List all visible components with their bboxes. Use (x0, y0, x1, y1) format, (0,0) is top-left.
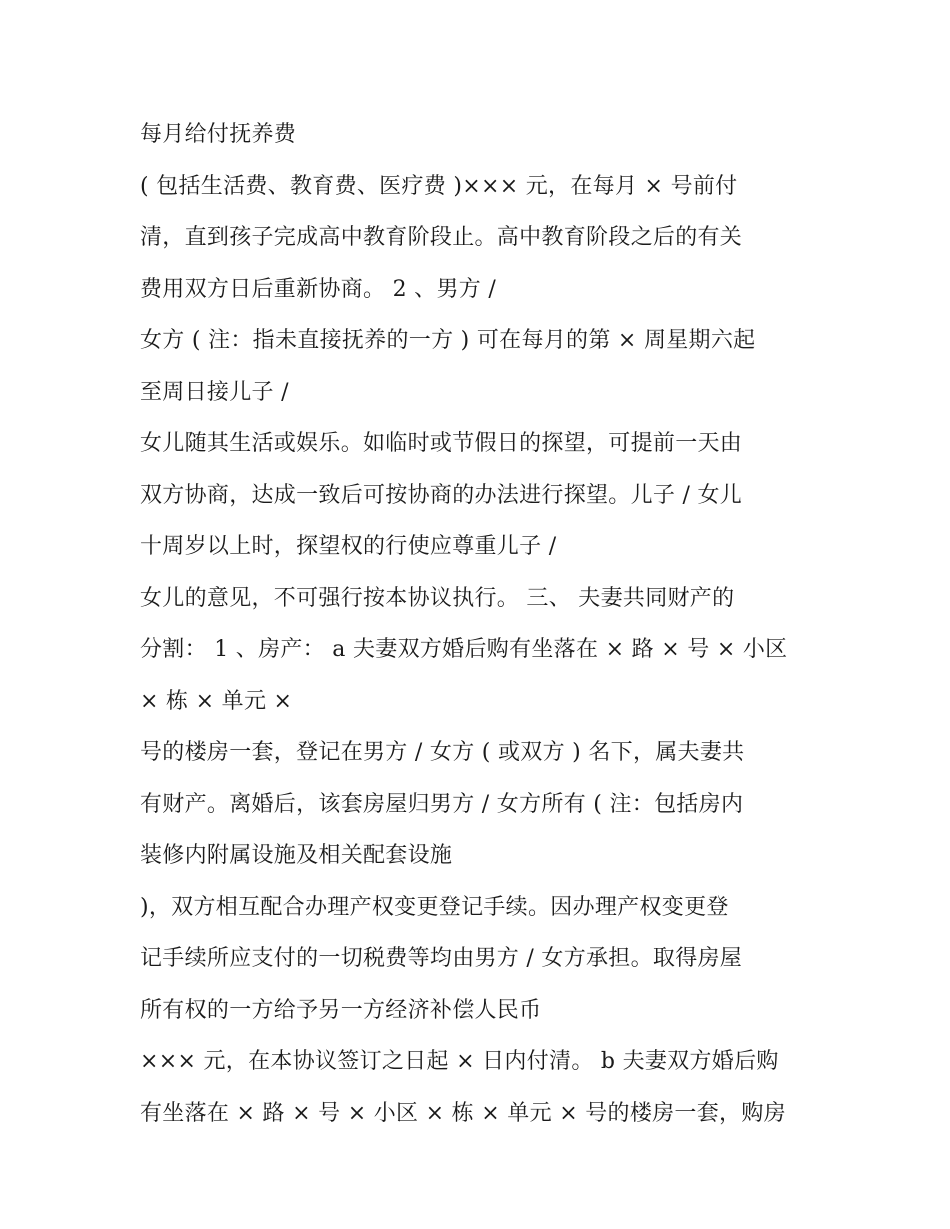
text-line: 所有权的一方给予另一方经济补偿人民币 (140, 997, 542, 1023)
text-line: 有财产。离婚后，该套房屋归男方 / 女方所有 ( 注：包括房内 (140, 791, 744, 817)
text-line: ( 包括生活费、教育费、医疗费 )××× 元，在每月 × 号前付 (140, 173, 738, 199)
text-line: 装修内附属设施及相关配套设施 (140, 843, 453, 868)
text-line: 女儿随其生活或娱乐。如临时或节假日的探望，可提前一天由 (140, 431, 743, 456)
text-line: 每月给付抚养费 (140, 122, 297, 147)
text-line: × 栋 × 单元 × (140, 688, 293, 714)
text-line: 至周日接儿子 / (140, 379, 289, 405)
text-line: 记手续所应支付的一切税费等均由男方 / 女方承担。取得房屋 (140, 946, 743, 971)
text-line: 有坐落在 × 路 × 号 × 小区 × 栋 × 单元 × 号的楼房一套，购房 (140, 1100, 786, 1126)
document-body (140, 109, 820, 1139)
text-line: ××× 元，在本协议签订之日起 × 日内付清。 b 夫妻双方婚后购 (140, 1049, 779, 1074)
text-line: 十周岁以上时，探望权的行使应尊重儿子 / (140, 534, 557, 559)
text-line: 清，直到孩子完成高中教育阶段止。高中教育阶段之后的有关 (140, 225, 743, 250)
text-line: 号的楼房一套，登记在男方 / 女方 ( 或双方 ) 名下，属夫妻共 (140, 740, 745, 765)
text-line: 女方 ( 注：指未直接抚养的一方 ) 可在每月的第 × 周星期六起 (140, 328, 756, 353)
text-line: 女儿的意见，不可强行按本协议执行。 三、 夫妻共同财产的 (140, 585, 735, 611)
text-line: 分割： 1 、房产： a 夫妻双方婚后购有坐落在 × 路 × 号 × 小区 (140, 637, 788, 662)
text-line: 费用双方日后重新协商。 2 、男方 / (140, 276, 497, 302)
text-line: 双方协商，达成一致后可按协商的办法进行探望。儿子 / 女儿 (140, 482, 743, 508)
text-line: )，双方相互配合办理产权变更登记手续。因办理产权变更登 (140, 894, 729, 920)
